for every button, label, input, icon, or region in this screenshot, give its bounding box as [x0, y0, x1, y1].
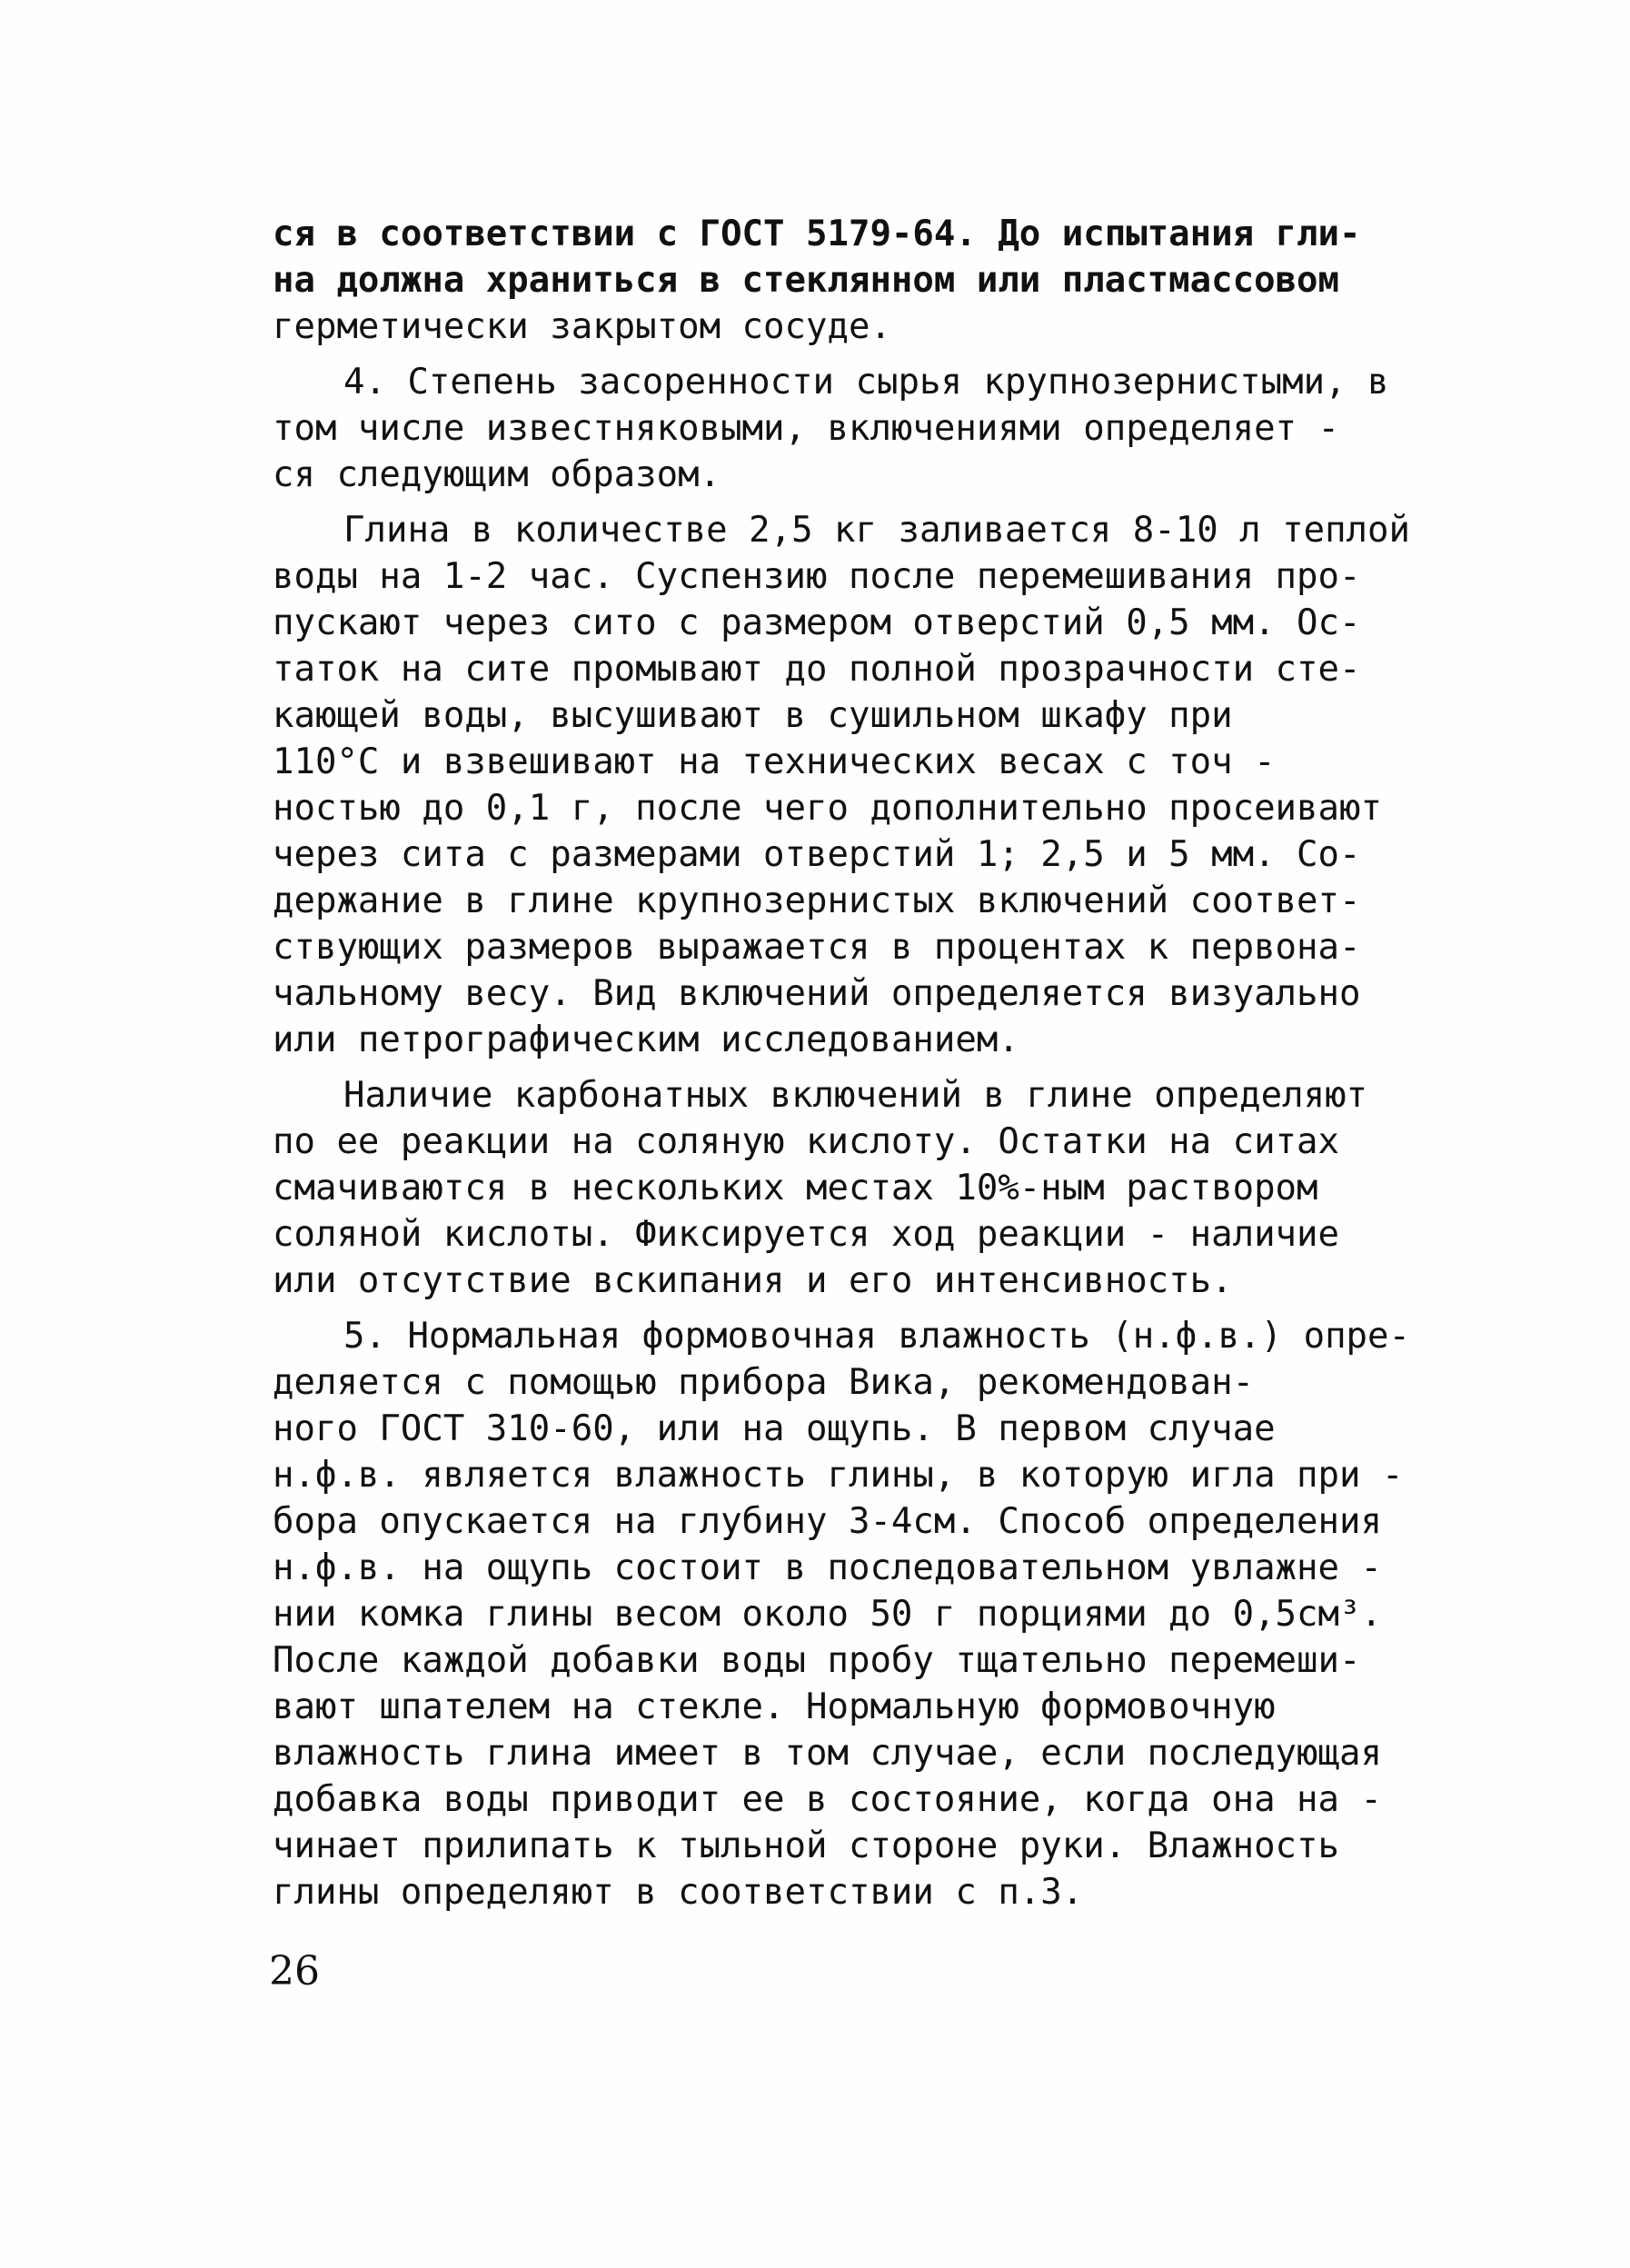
paragraph-3 [273, 507, 1445, 1063]
text-line: ностью до 0,1 г, после чего дополнительно просеивают [273, 788, 1382, 829]
text-line: пускают через сито с размером отверстий 0,5 мм. Ос- [273, 602, 1361, 643]
body-text [273, 211, 1445, 1915]
text-line: смачиваются в нескольких местах 10%-ным раствором [273, 1168, 1318, 1209]
text-line: ного ГОСТ 310-60, или на ощупь. В первом случае [273, 1408, 1276, 1449]
text-line: Наличие карбонатных включений в глине определяют [343, 1075, 1368, 1116]
text-line: на должна храниться в стеклянном или пластмассовом [273, 260, 1339, 301]
text-line: герметически закрытом сосуде. [273, 306, 891, 347]
text-line: н.ф.в. является влажность глины, в которую игла при - [273, 1455, 1404, 1496]
text-line: том числе известняковыми, включениями определяет - [273, 408, 1339, 449]
text-line: деляется с помощью прибора Вика, рекомендован- [273, 1362, 1255, 1403]
text-line: 110°С и взвешивают на технических весах с точ - [273, 741, 1276, 782]
text-line: 4. Степень засоренности сырья крупнозернистыми, в [343, 362, 1389, 403]
text-line: ся следующим образом. [273, 454, 721, 495]
paragraph-1 [273, 211, 1445, 350]
text-line: влажность глина имеет в том случае, если последующая [273, 1733, 1382, 1774]
text-line: 5. Нормальная формовочная влажность (н.ф.в.) опре- [343, 1316, 1410, 1357]
text-line: или петрографическим исследованием. [273, 1020, 1019, 1060]
paragraph-4 [273, 1072, 1445, 1304]
text-line: соляной кислоты. Фиксируется ход реакции - наличие [273, 1214, 1339, 1255]
text-line: чинает прилипать к тыльной стороне руки. Влажность [273, 1825, 1339, 1866]
text-line: нии комка глины весом около 50 г порциями до 0,5см³. [273, 1594, 1382, 1635]
text-line: добавка воды приводит ее в состояние, когда она на - [273, 1779, 1382, 1820]
text-line: держание в глине крупнозернистых включений соответ- [273, 880, 1361, 921]
text-line: через сита с размерами отверстий 1; 2,5 и 5 мм. Со- [273, 834, 1361, 875]
text-line: ся в соответствии с ГОСТ 5179-64. До испытания гли- [273, 214, 1361, 254]
text-line: После каждой добавки воды пробу тщательно перемеши- [273, 1640, 1361, 1681]
text-line: или отсутствие вскипания и его интенсивность. [273, 1260, 1233, 1301]
paragraph-2 [273, 359, 1445, 498]
text-line: н.ф.в. на ощупь состоит в последовательном увлажне - [273, 1547, 1382, 1588]
text-line: кающей воды, высушивают в сушильном шкафу при [273, 695, 1233, 736]
page-number: 26 [269, 1948, 320, 1994]
text-line: бора опускается на глубину 3-4см. Способ определения [273, 1501, 1382, 1542]
text-line: глины определяют в соответствии с п.3. [273, 1872, 1084, 1913]
text-line: воды на 1-2 час. Суспензию после перемешивания про- [273, 556, 1361, 597]
text-line: ствующих размеров выражается в процентах к первона- [273, 927, 1361, 968]
text-line: вают шпателем на стекле. Нормальную формовочную [273, 1686, 1276, 1727]
text-line: Глина в количестве 2,5 кг заливается 8-10 л теплой [343, 510, 1410, 551]
text-line: по ее реакции на соляную кислоту. Остатки на ситах [273, 1121, 1339, 1162]
text-line: таток на сите промывают до полной прозрачности сте- [273, 649, 1361, 690]
paragraph-5 [273, 1313, 1445, 1915]
text-line: чальному весу. Вид включений определяется визуально [273, 973, 1361, 1014]
